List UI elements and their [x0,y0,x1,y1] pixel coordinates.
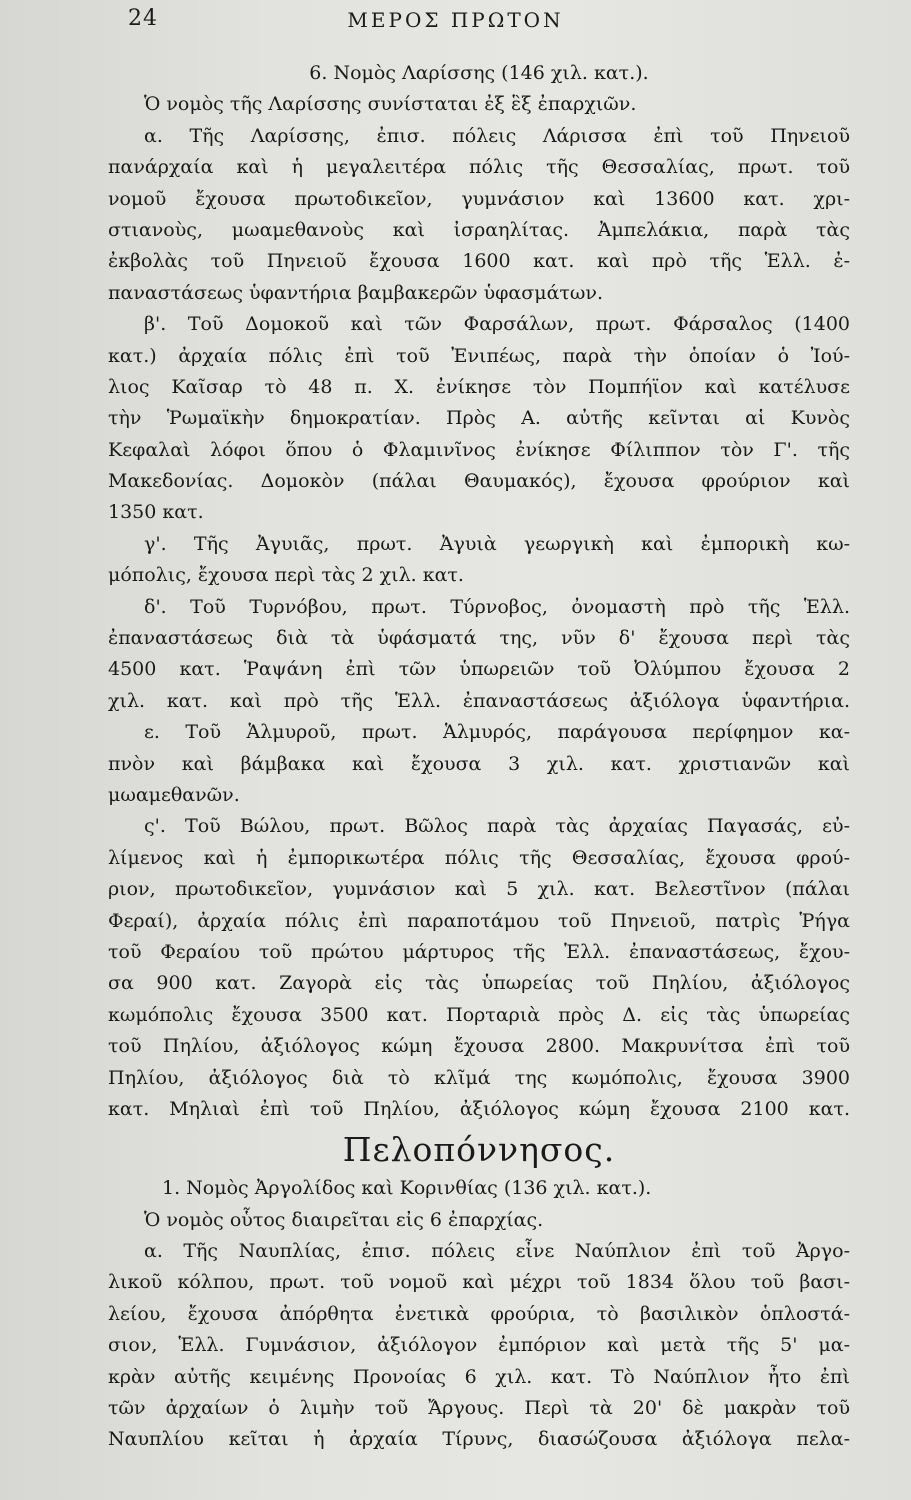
text-line: σιον, Ἑλλ. Γυμνάσιον, ἀξιόλογον ἐμπόριον καὶ μετὰ τῆς 5' μα- [108,1334,850,1357]
text-line: γ'. Τῆς Ἀγυιᾶς, πρωτ. Ἀγυιὰ γεωργικὴ καὶ ἐμπορικὴ κω- [144,532,850,555]
text-line: νομοῦ ἔχουσα πρωτοδικεῖον, γυμνάσιον καὶ 13600 κατ. χρι- [108,187,850,210]
text-line: λείου, ἔχουσα ἀπόρθητα ἐνετικὰ φρούρια, τὸ βασιλικὸν ὁπλοστά- [108,1302,850,1325]
text-line: ς'. Τοῦ Βώλου, πρωτ. Βῶλος παρὰ τὰς ἀρχαίας Παγασάς, εὐ- [144,815,850,838]
text-line: μωαμεθανῶν. [108,783,240,806]
section-heading: Πελοπόννησος. [342,1130,616,1170]
running-head: ΜΕΡΟΣ ΠΡΩΤΟΝ [347,8,564,32]
text-line: Ὁ νομὸς τῆς Λαρίσσης συνίσταται ἐξ ἓξ ἐπαρχιῶν. [144,93,637,116]
text-line: 1. Νομὸς Ἀργολίδος καὶ Κορινθίας (136 χιλ. κατ.). [162,1177,652,1200]
text-line: πνὸν καὶ βάμβακα καὶ ἔχουσα 3 χιλ. κατ. χριστιανῶν καὶ [108,752,850,775]
text-line: Ναυπλίου κεῖται ἡ ἀρχαία Τίρυνς, διασώζουσα ἀξιόλογα πελα- [108,1428,850,1451]
text-line: ἐπαναστάσεως διὰ τὰ ὑφάσματά της, νῦν δ' ἔχουσα περὶ τὰς [108,627,850,650]
text-line: κωμόπολις ἔχουσα 3500 κατ. Πορταριὰ πρὸς Δ. εἰς τὰς ὑπωρείας [108,1003,850,1026]
text-line: α. Τῆς Λαρίσσης, ἐπισ. πόλεις Λάρισσα ἐπὶ τοῦ Πηνειοῦ [144,124,850,147]
page-number: 24 [128,6,158,31]
text-line: παναστάσεως ὑφαντήρια βαμβακερῶν ὑφασμάτων. [108,281,603,304]
page-header [0,6,911,38]
text-line: χιλ. κατ. καὶ πρὸ τῆς Ἑλλ. ἐπαναστάσεως ἀξιόλογα ὑφαντήρια. [108,689,850,712]
text-line: λικοῦ κόλπου, πρωτ. τοῦ νομοῦ καὶ μέχρι τοῦ 1834 ὅλου τοῦ βασι- [108,1271,850,1294]
text-line: κατ. Μηλιαὶ ἐπὶ τοῦ Πηλίου, ἀξιόλογος κώμη ἔχουσα 2100 κατ. [108,1097,850,1120]
text-line: Πηλίου, ἀξιόλογος διὰ τὸ κλῖμά της κωμόπολις, ἔχουσα 3900 [108,1066,850,1089]
text-line: σα 900 κατ. Ζαγορὰ εἰς τὰς ὑπωρείας τοῦ Πηλίου, ἀξιόλογος [108,972,850,995]
text-line: κατ.) ἀρχαία πόλις ἐπὶ τοῦ Ἐνιπέως, παρὰ τὴν ὁποίαν ὁ Ἰού- [108,344,850,367]
text-line: στιανοὺς, μωαμεθανοὺς καὶ ἰσραηλίτας. Ἀμπελάκια, παρὰ τὰς [108,218,850,241]
text-line: ριον, πρωτοδικεῖον, γυμνάσιον καὶ 5 χιλ. κατ. Βελεστῖνον (πάλαι [108,878,850,901]
text-line: β'. Τοῦ Δομοκοῦ καὶ τῶν Φαρσάλων, πρωτ. Φάρσαλος (1400 [144,313,850,336]
text-line: τῶν ἀρχαίων ὁ λιμὴν τοῦ Ἄργους. Περὶ τὰ 20' δὲ μακρὰν τοῦ [108,1397,850,1420]
text-line: τοῦ Πηλίου, ἀξιόλογος κώμη ἔχουσα 2800. Μακρυνίτσα ἐπὶ τοῦ [108,1035,850,1058]
text-line: Φεραί), ἀρχαία πόλις ἐπὶ παραποτάμου τοῦ Πηνειοῦ, πατρὶς Ῥήγα [108,909,850,932]
body-text [108,58,850,1456]
text-line: ε. Τοῦ Ἁλμυροῦ, πρωτ. Ἁλμυρός, παράγουσα περίφημον κα- [144,721,850,744]
text-line: α. Τῆς Ναυπλίας, ἐπισ. πόλεις εἶνε Ναύπλιον ἐπὶ τοῦ Ἀργο- [144,1240,850,1263]
text-line: λιος Καῖσαρ τὸ 48 π. Χ. ἐνίκησε τὸν Πομπήϊον καὶ κατέλυσε [108,375,850,398]
text-line: Κεφαλαὶ λόφοι ὅπου ὁ Φλαμινῖνος ἐνίκησε Φίλιππον τὸν Γ'. τῆς [108,438,850,461]
text-line: ἐκβολὰς τοῦ Πηνειοῦ ἔχουσα 1600 κατ. καὶ πρὸ τῆς Ἑλλ. ἐ- [108,250,850,273]
text-block-thessaly [108,58,850,1125]
text-line: Ὁ νομὸς οὗτος διαιρεῖται εἰς 6 ἐπαρχίας. [144,1208,544,1231]
text-line: 1350 κατ. [108,501,204,524]
text-line: δ'. Τοῦ Τυρνόβου, πρωτ. Τύρνοβος, ὀνομαστὴ πρὸ τῆς Ἑλλ. [144,595,850,618]
text-line: λίμενος καὶ ἡ ἐμπορικωτέρα πόλις τῆς Θεσσαλίας, ἔχουσα φρού- [108,846,850,869]
text-block-peloponnese [108,1173,850,1456]
text-line: 4500 κατ. Ῥαψάνη ἐπὶ τῶν ὑπωρειῶν τοῦ Ὀλύμπου ἔχουσα 2 [108,658,850,681]
text-line: τοῦ Φεραίου τοῦ πρώτου μάρτυρος τῆς Ἑλλ. ἐπαναστάσεως, ἔχου- [108,940,850,963]
text-line: πανάρχαία καὶ ἡ μεγαλειτέρα πόλις τῆς Θεσσαλίας, πρωτ. τοῦ [108,156,850,179]
text-line: μόπολις, ἔχουσα περὶ τὰς 2 χιλ. κατ. [108,564,464,587]
text-line: κρὰν αὐτῆς κειμένης Προνοίας 6 χιλ. κατ. Τὸ Ναύπλιον ἦτο ἐπὶ [108,1365,850,1388]
text-line: 6. Νομὸς Λαρίσσης (146 χιλ. κατ.). [309,62,649,84]
text-line: Μακεδονίας. Δομοκὸν (πάλαι Θαυμακός), ἔχουσα φρούριον καὶ [108,470,850,493]
text-line: τὴν Ῥωμαϊκὴν δημοκρατίαν. Πρὸς Α. αὐτῆς κεῖνται αἱ Κυνὸς [108,407,850,430]
